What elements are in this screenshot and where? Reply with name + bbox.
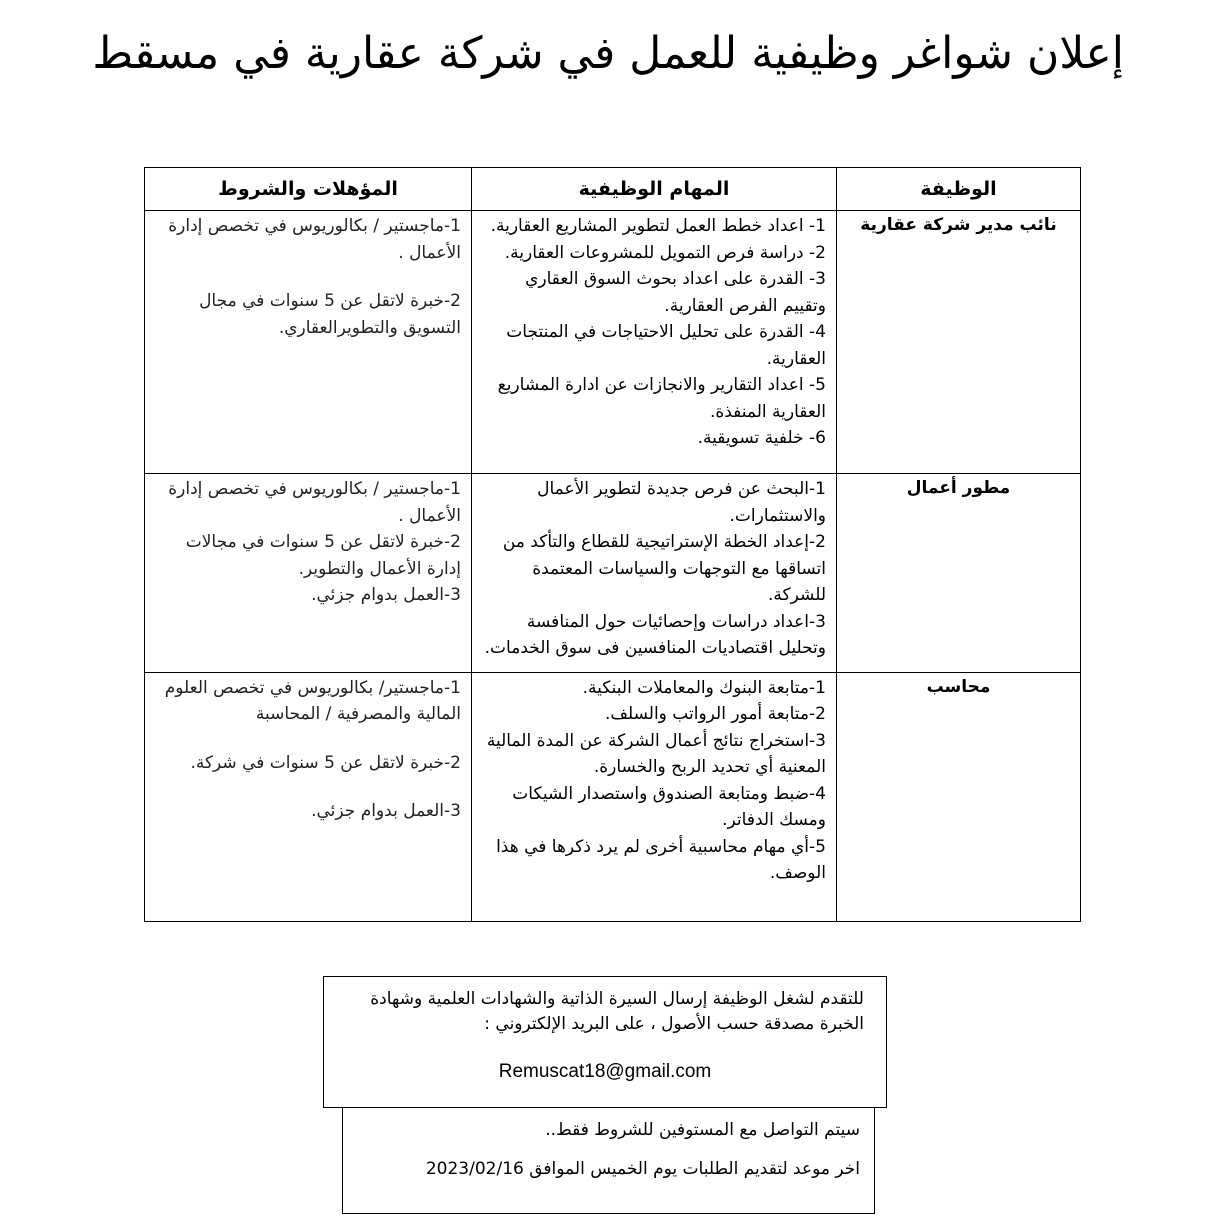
task-item: 2- دراسة فرص التمويل للمشروعات العقارية.: [504, 242, 826, 263]
task-item: 2-إعداد الخطة الإستراتيجية للقطاع والتأكد من اتساقها مع التوجهات والسياسات المعتمدة للشركة.: [502, 532, 826, 605]
qualification-item: 1-ماجستير / بكالوريوس في تخصص إدارة الأعمال .: [168, 479, 461, 526]
table-header-row: [145, 168, 1081, 211]
task-item: 4-ضبط ومتابعة الصندوق واستصدار الشيكات ومسك الدفاتر.: [512, 783, 826, 830]
job-tasks: [472, 474, 837, 673]
application-deadline: اخر موعد لتقديم الطلبات يوم الخميس الموافق 2023/02/16: [425, 1159, 860, 1179]
qualification-item: 1-ماجستير/ بكالوريوس في تخصص العلوم المالية والمصرفية / المحاسبة: [164, 677, 461, 724]
job-qualifications: [145, 211, 472, 474]
job-tasks: [472, 211, 837, 474]
task-item: 3- القدرة على اعداد بحوث السوق العقاري وتقييم الفرص العقارية.: [525, 269, 826, 316]
application-text: للتقدم لشغل الوظيفة إرسال السيرة الذاتية والشهادات العلمية وشهادة الخبرة مصدقة حسب الأصول ، على البريد الإلكتروني :: [370, 989, 864, 1034]
application-instructions-box: [323, 976, 887, 1108]
task-item: 1-البحث عن فرص جديدة لتطوير الأعمال والاستثمارات.: [537, 479, 826, 526]
task-item: 2-متابعة أمور الرواتب والسلف.: [604, 704, 826, 724]
qualification-item: 3-العمل بدوام جزئي.: [311, 585, 461, 605]
task-item: 3-استخراج نتائج أعمال الشركة عن المدة المالية المعنية أي تحديد الربح والخسارة.: [486, 730, 826, 777]
contact-email[interactable]: Remuscat18@gmail.com: [498, 1061, 712, 1082]
task-item: 5-أي مهام محاسبية أخرى لم يرد ذكرها في هذا الوصف.: [496, 836, 826, 883]
header-job: الوظيفة: [837, 168, 1081, 211]
header-tasks: المهام الوظيفية: [472, 168, 837, 211]
job-tasks: [472, 672, 837, 921]
job-title: نائب مدير شركة عقارية: [837, 211, 1081, 474]
table-row: [145, 672, 1081, 921]
qualification-item: 3-العمل بدوام جزئي.: [311, 801, 461, 821]
header-quals: المؤهلات والشروط: [145, 168, 472, 211]
qualification-item: 2-خبرة لاتقل عن 5 سنوات في مجالات إدارة الأعمال والتطوير.: [185, 532, 461, 579]
task-item: 5- اعداد التقارير والانجازات عن ادارة المشاريع العقارية المنفذة.: [497, 375, 826, 422]
table-row: [145, 211, 1081, 474]
job-title: محاسب: [837, 672, 1081, 921]
table-row: [145, 474, 1081, 673]
notice-box: [342, 1108, 875, 1214]
task-item: 1- اعداد خطط العمل لتطوير المشاريع العقارية.: [490, 216, 826, 236]
task-item: 6- خلفية تسويقية.: [697, 428, 826, 448]
job-qualifications: [145, 474, 472, 673]
qualification-item: 2-خبرة لاتقل عن 5 سنوات في مجال التسويق والتطويرالعقاري.: [199, 291, 461, 338]
contact-notice: سيتم التواصل مع المستوفين للشروط فقط..: [545, 1120, 860, 1140]
job-title: مطور أعمال: [837, 474, 1081, 673]
page-title: إعلان شواغر وظيفية للعمل في شركة عقارية في مسقط: [92, 28, 1124, 79]
job-qualifications: [145, 672, 472, 921]
qualification-item: 2-خبرة لاتقل عن 5 سنوات في شركة.: [190, 752, 461, 773]
task-item: 1-متابعة البنوك والمعاملات البنكية.: [582, 677, 826, 698]
jobs-table: [144, 167, 1081, 922]
task-item: 3-اعداد دراسات وإحصائيات حول المنافسة وتحليل اقتصاديات المنافسين فى سوق الخدمات.: [484, 611, 826, 658]
qualification-item: 1-ماجستير / بكالوريوس في تخصص إدارة الأعمال .: [168, 216, 461, 263]
task-item: 4- القدرة على تحليل الاحتياجات في المنتجات العقارية.: [506, 322, 826, 369]
